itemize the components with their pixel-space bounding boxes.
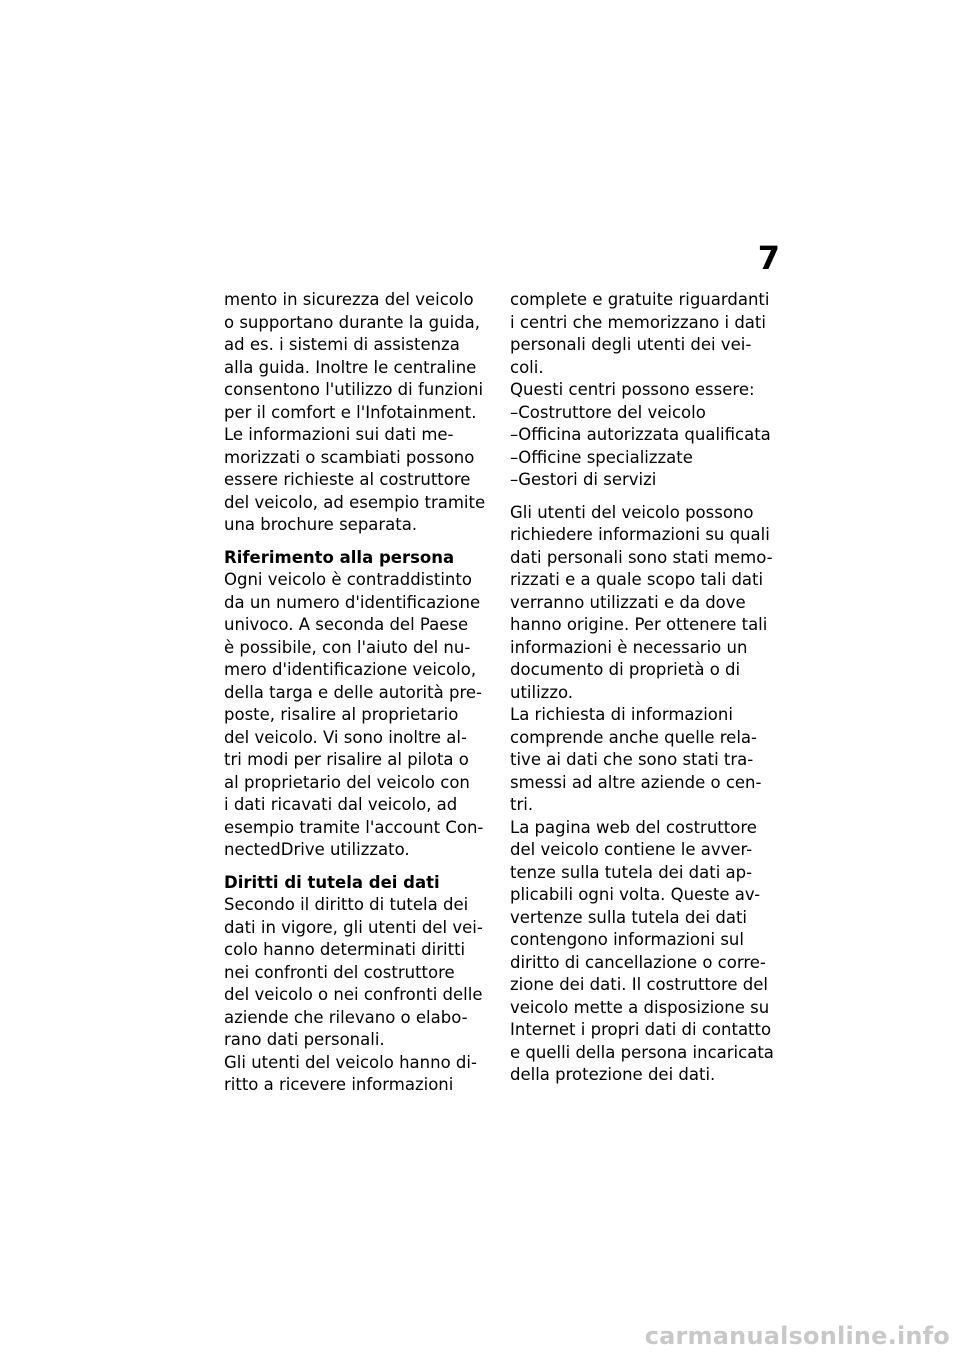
text-line: da un numero d'identificazione [224, 592, 481, 612]
text-line: è possibile, con l'aiuto del nu- [224, 637, 471, 657]
section-heading: Riferimento alla persona [224, 547, 455, 567]
text-line: dati in vigore, gli utenti del vei- [224, 917, 483, 937]
text-line: La pagina web del costruttore [510, 817, 757, 837]
text-line: poste, risalire al proprietario [224, 705, 459, 724]
text-line: univoco. A seconda del Paese [224, 615, 469, 634]
text-line: tri modi per risalire al pilota o [224, 750, 469, 769]
text-line: complete e gratuite riguardanti [510, 290, 770, 309]
text-line: i dati ricavati dal veicolo, ad [224, 795, 458, 814]
text-line: –Costruttore del veicolo [510, 402, 706, 422]
text-line: –Officine specializzate [510, 447, 693, 467]
text-line: Questi centri possono essere: [510, 380, 755, 399]
text-line: o supportano durante la guida, [224, 312, 481, 332]
text-line: –Gestori di servizi [510, 470, 657, 489]
text-line: dati personali sono stati memo- [510, 547, 773, 567]
text-line: utilizzo. [510, 682, 574, 702]
text-line: La richiesta di informazioni [510, 705, 733, 724]
text-line: rizzati e a quale scopo tali dati [510, 570, 764, 589]
text-line: hanno origine. Per ottenere tali [510, 615, 768, 634]
text-line: coli. [510, 357, 544, 377]
text-line: essere richieste al costruttore [224, 470, 471, 489]
text-line: e quelli della persona incaricata [510, 1042, 774, 1062]
text-line: al proprietario del veicolo con [224, 772, 470, 792]
text-line: della protezione dei dati. [510, 1065, 716, 1084]
text-line: personali degli utenti dei vei- [510, 335, 752, 354]
text-line: morizzati o scambiati possono [224, 447, 475, 467]
text-line: mero d'identificazione veicolo, [224, 660, 477, 679]
text-line: esempio tramite l'account Con- [224, 817, 484, 837]
text-column-right [510, 289, 780, 1087]
text-line: tri. [510, 795, 534, 814]
text-line: ritto a ricevere informazioni [224, 1075, 454, 1094]
text-line: Internet i propri dati di contatto [510, 1020, 772, 1039]
section-heading: Diritti di tutela dei dati [224, 872, 440, 892]
text-line: ad es. i sistemi di assistenza [224, 335, 460, 354]
text-line: nei confronti del costruttore [224, 962, 455, 982]
text-line: tive ai dati che sono stati tra- [510, 750, 754, 769]
text-line: mento in sicurezza del veicolo [224, 290, 474, 309]
text-line: informazioni è necessario un [510, 637, 748, 657]
text-line: consentono l'utilizzo di funzioni [224, 380, 484, 399]
paragraph-gap [224, 537, 494, 547]
text-line: vertenze sulla tutela dei dati [510, 907, 747, 927]
text-column-left [224, 289, 494, 1097]
paragraph-gap [224, 862, 494, 872]
text-line: Secondo il diritto di tutela dei [224, 895, 469, 914]
text-line: i centri che memorizzano i dati [510, 312, 766, 332]
text-line: per il comfort e l'Infotainment. [224, 402, 477, 422]
text-line: contengono informazioni sul [510, 930, 744, 949]
text-line: zione dei dati. Il costruttore del [510, 975, 769, 994]
text-line: richiedere informazioni su quali [510, 525, 770, 544]
text-line: verranno utilizzati e da dove [510, 592, 746, 612]
text-line: tenze sulla tutela dei dati ap- [510, 862, 753, 882]
text-line: plicabili ogni volta. Queste av- [510, 885, 761, 904]
paragraph-gap [510, 492, 780, 502]
text-line: Ogni veicolo è contraddistinto [224, 570, 472, 589]
text-line: una brochure separata. [224, 515, 418, 534]
text-line: alla guida. Inoltre le centraline [224, 357, 477, 377]
text-line: comprende anche quelle rela- [510, 727, 757, 747]
text-line: smessi ad altre aziende o cen- [510, 772, 762, 792]
text-line: Le informazioni sui dati me- [224, 425, 454, 444]
watermark: carmanualsonline.info [644, 1322, 950, 1350]
text-line: rano dati personali. [224, 1030, 385, 1049]
text-line: nectedDrive utilizzato. [224, 840, 410, 859]
text-line: colo hanno determinati diritti [224, 940, 466, 959]
text-line: aziende che rilevano o elabo- [224, 1007, 468, 1027]
text-line: diritto di cancellazione o corre- [510, 952, 766, 972]
text-line: del veicolo o nei confronti delle [224, 985, 483, 1004]
text-line: del veicolo contiene le avver- [510, 840, 753, 859]
text-line: Gli utenti del veicolo possono [510, 502, 754, 522]
text-line: Gli utenti del veicolo hanno di- [224, 1052, 477, 1072]
text-line: della targa e delle autorità pre- [224, 682, 482, 702]
text-line: del veicolo, ad esempio tramite [224, 492, 486, 512]
page-number: 7 [757, 239, 780, 277]
text-line: veicolo mette a disposizione su [510, 997, 770, 1017]
text-line: documento di proprietà o di [510, 660, 741, 679]
text-line: del veicolo. Vi sono inoltre al- [224, 727, 467, 747]
text-line: –Officina autorizzata qualificata [510, 425, 771, 444]
